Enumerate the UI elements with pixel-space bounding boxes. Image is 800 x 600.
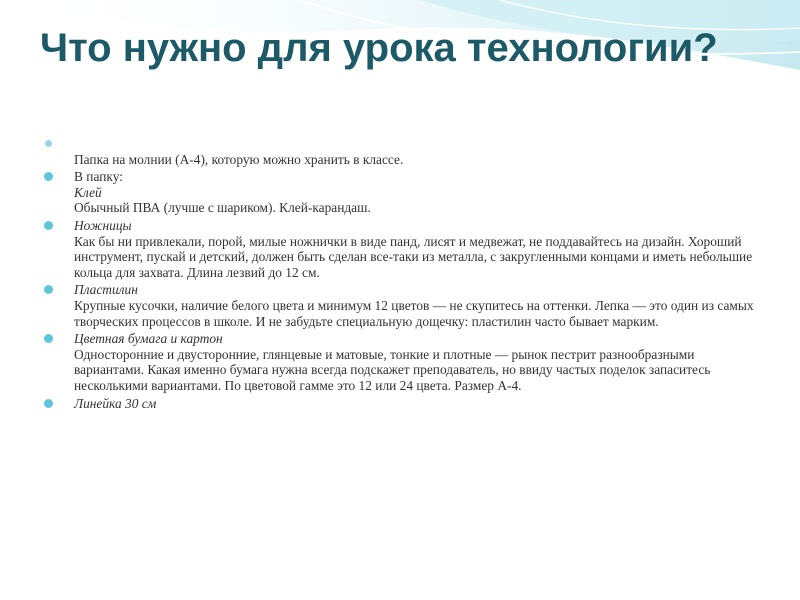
slide-title: Что нужно для урока технологии?	[40, 26, 718, 70]
list-item	[42, 282, 754, 329]
list-item	[42, 396, 754, 412]
item-line	[74, 136, 754, 152]
item-line: Обычный ПВА (лучше с шариком). Клей-карандаш.	[74, 200, 371, 216]
item-heading: Клей	[74, 184, 102, 200]
item-heading: Ножницы	[74, 217, 132, 233]
list-item	[42, 331, 754, 393]
content-list	[42, 136, 754, 413]
bullet-icon	[44, 172, 53, 181]
item-text: Как бы ни привлекали, порой, милые ножнички в виде панд, лисят и медвежат, не поддавайтесь на дизайн. Хороший инструмент, пускай и детский, должен быть сделан все-таки из металла, с закругленными концами и иметь небольшие кольца для захвата. Длина лезвий до 12 см.	[74, 233, 753, 280]
item-line: В папку:	[74, 169, 123, 185]
item-heading: Линейка 30 см	[74, 395, 157, 411]
item-text: Крупные кусочки, наличие белого цвета и минимум 12 цветов — не скупитесь на оттенки. Лепка — это один из самых творческих процессов в школе. И не забудьте специальную дощечку: пластилин часто бывает марким.	[74, 297, 754, 329]
item-heading: Цветная бумага и картон	[74, 331, 223, 347]
item-line: Папка на молнии (А-4), которую можно хранить в классе.	[74, 151, 404, 167]
item-text: Односторонние и двусторонние, глянцевые и матовые, тонкие и плотные — рынок пестрит разнообразными вариантами. Какая именно бумага нужна всегда подскажет преподаватель, но ввиду частых поделок запаситесь несколькими вариантами. По цветовой гамме это 12 или 24 цвета. Размер А-4.	[74, 346, 711, 393]
bullet-icon	[44, 285, 53, 294]
list-item	[42, 136, 754, 167]
bullet-icon	[44, 334, 53, 343]
bullet-icon	[44, 399, 53, 408]
bullet-icon	[45, 140, 52, 147]
item-heading: Пластилин	[74, 282, 138, 298]
list-item	[42, 218, 754, 280]
list-item	[42, 169, 754, 216]
bullet-icon	[44, 221, 53, 230]
